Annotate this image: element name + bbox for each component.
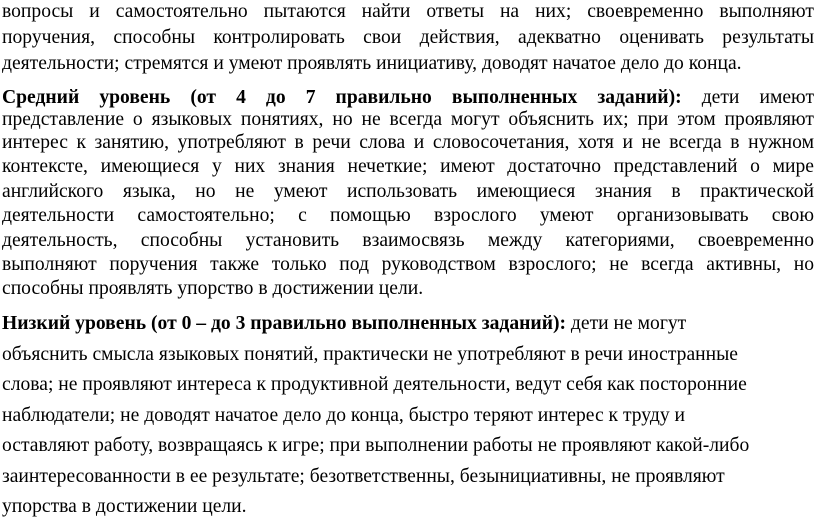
bottom-paragraph-first-line — [2, 312, 686, 336]
middle-paragraph-line-8: выполняют поручения также только под руководством взрослого; не всегда активны, но — [2, 254, 814, 275]
middle-paragraph-line-7: деятельность, способны установить взаимосвязь между категориями, своевременно — [2, 230, 814, 251]
middle-first-line-rest: дети имеют — [701, 87, 815, 108]
top-paragraph-line-3: деятельности; стремятся и умеют проявлять инициативу, доводят начатое дело до конца. — [2, 53, 742, 74]
middle-paragraph-first-line — [2, 86, 814, 110]
middle-paragraph-line-6: деятельности самостоятельно; с помощью взрослого умеют организовывать свою — [2, 205, 814, 226]
bottom-paragraph-line-7: упорства в достижении цели. — [2, 496, 247, 517]
bottom-paragraph-line-6: заинтересованности в ее результате; безответственны, безынициативны, не проявляют — [2, 466, 725, 487]
bottom-paragraph-line-4: наблюдатели; не доводят начатое дело до конца, быстро теряют интерес к труду и — [2, 405, 686, 426]
middle-paragraph-line-4: контексте, имеющиеся у них знания нечеткие; имеют достаточно представлений о мире — [2, 156, 814, 177]
bottom-paragraph-line-5: оставляют работу, возвращаясь к игре; при выполнении работы не проявляют какой-либо — [2, 435, 750, 456]
middle-paragraph-line-9: способны проявлять упорство в достижении цели. — [2, 278, 424, 299]
middle-paragraph-line-2: представление о языковых понятиях, но не всегда могут объяснить их; при этом проявляют — [2, 109, 814, 130]
middle-paragraph-line-3: интерес к занятию, употребляют в речи слова и словосочетания, хотя и не всегда в нужном — [2, 132, 814, 153]
middle-paragraph-line-5: английского языка, но не умеют использовать имеющиеся знания в практической — [2, 181, 814, 202]
top-paragraph-line-1: вопросы и самостоятельно пытаются найти ответы на них; своевременно выполняют — [2, 1, 814, 22]
bottom-paragraph-line-2: объяснить смысла языковых понятий, практически не употребляют в речи иностранные — [2, 344, 738, 365]
low-level-heading: Низкий уровень (от 0 – до 3 правильно выполненных заданий): — [2, 313, 567, 334]
bottom-paragraph-line-3: слова; не проявляют интереса к продуктивной деятельности, ведут себя как посторонние — [2, 374, 747, 395]
middle-level-heading: Средний уровень (от 4 до 7 правильно выполненных заданий): — [2, 87, 682, 108]
bottom-first-line-rest: дети не могут — [566, 313, 687, 334]
top-paragraph-line-2: поручения, способны контролировать свои действия, адекватно оценивать результаты — [2, 27, 814, 48]
